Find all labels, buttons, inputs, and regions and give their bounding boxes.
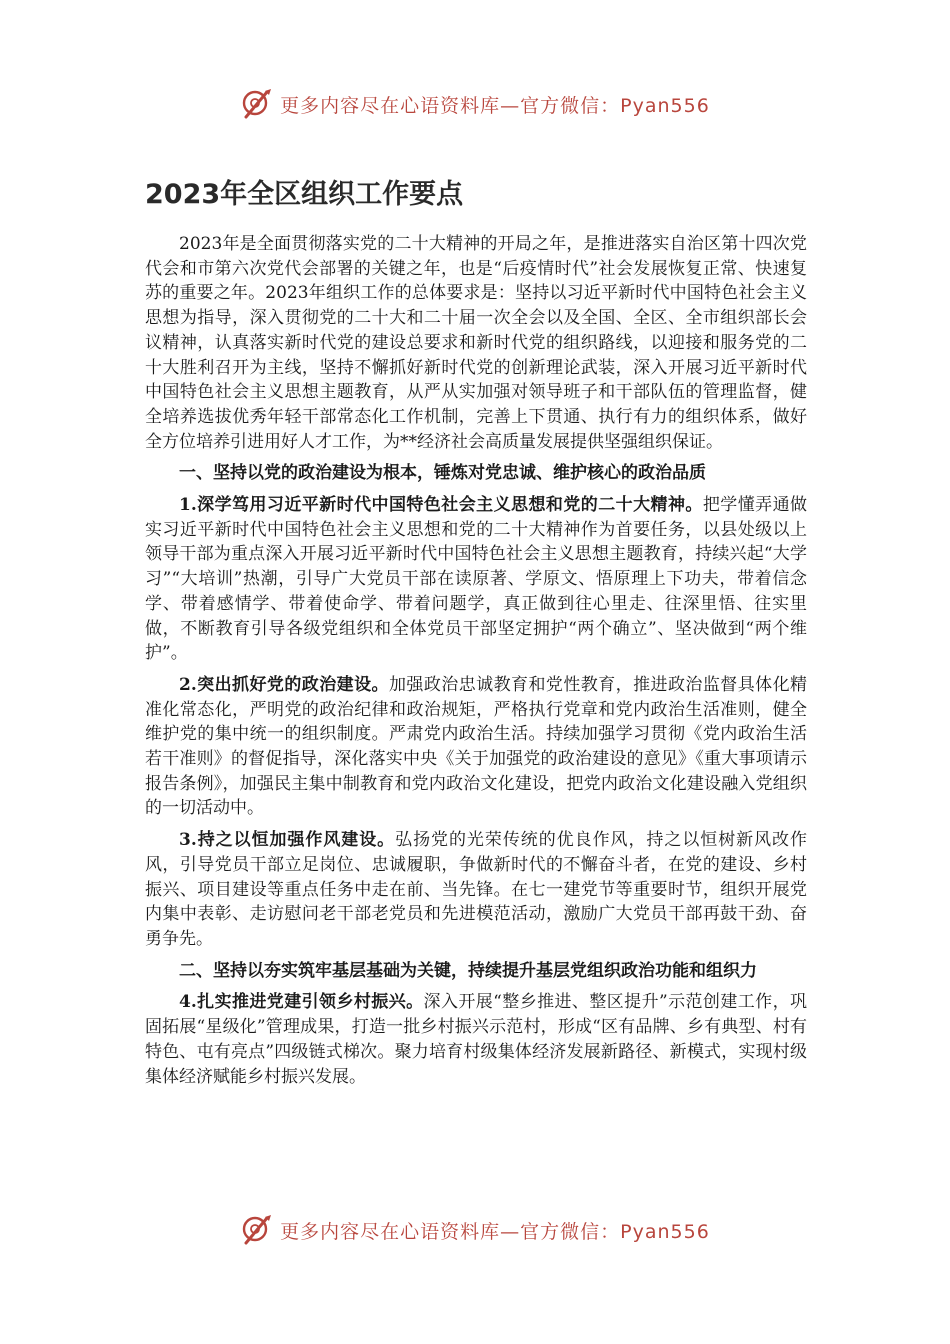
banner-handle: Pyan556 [620,1220,710,1243]
item-paragraph-1 [145,493,807,666]
item-lead-2: 2.突出抓好党的政治建设。 [179,674,389,695]
section-heading-1: 一、坚持以党的政治建设为根本，锤炼对党忠诚、维护核心的政治品质 [179,463,706,484]
item-paragraph-3 [145,828,807,952]
banner-label: 更多内容尽在心语资料库—官方微信： [280,94,621,117]
banner-text [280,91,710,118]
item-text-2: 加强政治忠诚教育和党性教育，推进政治监督具体化精准化常态化，严明党的政治纪律和政治规矩，严格执行党章和党内政治生活准则，健全维护党的集中统一的组织制度。严肃党内政治生活。持续加强学习贯彻《党内政治生活若干准则》的督促指导，深化落实中央《关于加强党的政治建设的意见》《重大事项请示报告条例》，加强民主集中制教育和党内政治文化建设，把党内政治文化建设融入党组织的一切活动中。 [145,674,808,819]
pen-logo-icon [240,1213,274,1247]
intro-paragraph: 2023年是全面贯彻落实党的二十大精神的开局之年，是推进落实自治区第十四次党代会和市第六次党代会部署的关键之年，也是“后疫情时代”社会发展恢复正常、快速复苏的重要之年。2023年组织工作的总体要求是：坚持以习近平新时代中国特色社会主义思想为指导，深入贯彻党的二十大和二十届一次全会以及全国、全区、全市组织部长会议精神，认真落实新时代党的建设总要求和新时代党的组织路线，以迎接和服务党的二十大胜利召开为主线，坚持不懈抓好新时代党的创新理论武装，深入开展习近平新时代中国特色社会主义思想主题教育，从严从实加强对领导班子和干部队伍的管理监督，健全培养选拔优秀年轻干部常态化工作机制，完善上下贯通、执行有力的组织体系，做好全方位培养引进用好人才工作，为**经济社会高质量发展提供坚强组织保证。 [145,234,807,452]
pen-logo-icon [240,87,274,121]
item-text-1: 把学懂弄通做实习近平新时代中国特色社会主义思想和党的二十大精神作为首要任务，以县处级以上领导干部为重点深入开展习近平新时代中国特色社会主义思想主题教育，持续兴起“大学习”“大培训”热潮，引导广大党员干部在读原著、学原文、悟原理上下功夫，带着信念学、带着感情学、带着使命学、带着问题学，真正做到往心里走、往深里悟、往实里做，不断教育引导各级党组织和全体党员干部坚定拥护“两个确立”、坚决做到“两个维护”。 [145,495,808,664]
item-paragraph-2 [145,673,807,821]
banner-text [280,1217,710,1244]
item-text-3: 弘扬党的光荣传统的优良作风，持之以恒树新风改作风，引导党员干部立足岗位、忠诚履职，争做新时代的不懈奋斗者，在党的建设、乡村振兴、项目建设等重点任务中走在前、当先锋。在七一建党节等重要时节，组织开展党内集中表彰、走访慰问老干部老党员和先进模范活动，激励广大党员干部再鼓干劲、奋勇争先。 [145,830,808,949]
document-body [145,232,807,1096]
banner-handle: Pyan556 [620,94,710,117]
section-heading-2: 二、坚持以夯实筑牢基层基础为关键，持续提升基层党组织政治功能和组织力 [179,960,757,981]
banner-label: 更多内容尽在心语资料库—官方微信： [280,1220,621,1243]
document-title: 2023年全区组织工作要点 [145,179,464,210]
header-banner [0,84,950,124]
item-lead-1: 1.深学笃用习近平新时代中国特色社会主义思想和党的二十大精神。 [179,495,703,516]
item-paragraph-4 [145,990,807,1089]
item-lead-3: 3.持之以恒加强作风建设。 [179,830,396,851]
item-lead-4: 4.扎实推进党建引领乡村振兴。 [179,992,424,1013]
footer-banner [0,1210,950,1250]
item-text-4: 深入开展“整乡推进、整区提升”示范创建工作，巩固拓展“星级化”管理成果，打造一批乡村振兴示范村，形成“区有品牌、乡有典型、村有特色、屯有亮点”四级链式梯次。聚力培育村级集体经济发展新路径、新模式，实现村级集体经济赋能乡村振兴发展。 [145,992,807,1087]
